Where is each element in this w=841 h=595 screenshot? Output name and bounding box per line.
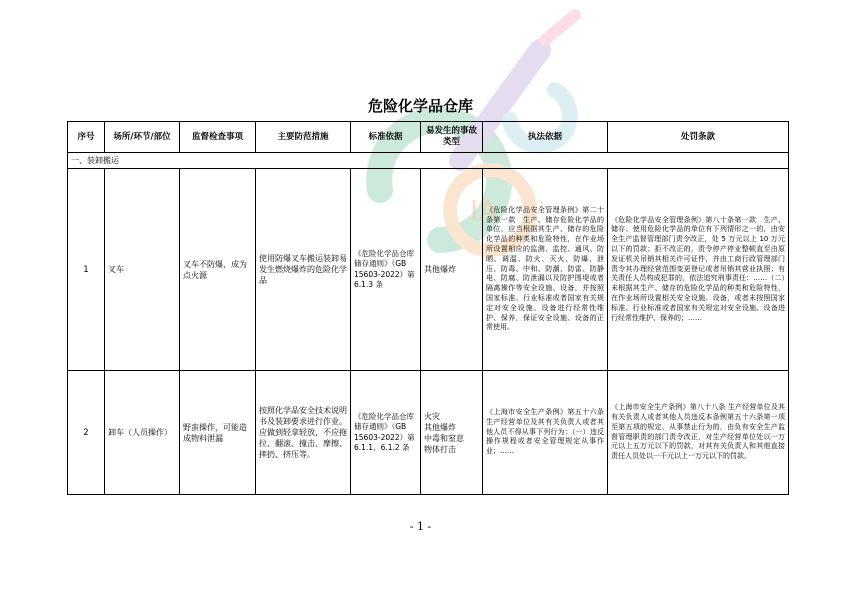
- cell-accident: 其他爆炸: [421, 169, 483, 371]
- header-standard: 标准依据: [351, 122, 421, 153]
- cell-item: 叉车不防爆，成为点火源: [180, 169, 256, 371]
- table-row: [68, 371, 789, 495]
- cell-item: 野蛮操作，可能造成物料泄漏: [180, 371, 256, 495]
- header-place: 场所/环节/部位: [105, 122, 180, 153]
- page-title: 危险化学品仓库: [367, 97, 473, 115]
- cell-measure: 使用防爆叉车搬运装卸易发生燃烧爆炸的危险化学品: [256, 169, 351, 371]
- cell-standard: 《危险化学品仓库储存通则》（GB 15603-2022）第 6.1.3 条: [351, 169, 421, 371]
- hazard-table: [67, 121, 789, 495]
- header-accident: 易发生的事故类型: [421, 122, 483, 153]
- section-label: 一、装卸搬运: [68, 153, 789, 169]
- cell-law: 《上海市安全生产条例》第五十六条 生产经营单位及其有关负责人或者其他人员不得从事下列行为：（一）违反操作规程或者安全管理规定从事作业；……: [483, 371, 608, 495]
- header-penalty: 处罚条款: [608, 122, 789, 153]
- cell-place: 叉车: [105, 169, 180, 371]
- cell-no: 1: [68, 169, 105, 371]
- section-row: [68, 153, 789, 169]
- table-row: [68, 169, 789, 371]
- cell-no: 2: [68, 371, 105, 495]
- cell-standard: 《危险化学品仓库储存通则》（GB 15603-2022）第 6.1.1、6.1.2 条: [351, 371, 421, 495]
- header-law: 执法依据: [483, 122, 608, 153]
- watermark-seal-text: IA: [470, 194, 498, 227]
- table-header-row: [68, 122, 789, 153]
- cell-law: 《危险化学品安全管理条例》第二十条第一款 生产、储存危险化学品的单位，应当根据其生产、储存的危险化学品的种类和危险特性，在作业场所设置相应的监测、监控、通风、防晒、调温、防火、灭火、防爆、泄压、防毒、中和、防潮、防雷、防静电、防腐、防泄漏以及防护围堤或者隔离操作等安全设施、设备，并按照国家标准、行业标准或者国家有关规定对安全设施、设备进行经常性维护、保养，保证安全设施、设备的正常使用。: [483, 169, 608, 371]
- header-no: 序号: [68, 122, 105, 153]
- cell-penalty: 《危险化学品安全管理条例》第八十条第一款 生产、储存、使用危险化学品的单位有下列情形之一的，由安全生产监督管理部门责令改正，处 5 万元以上 10 万元以下的罚款；拒不改正的，责令停产停业整顿直至由原发证机关吊销其相关许可证件，并由工商行政管理部门责令其办理经营范围变更登记或者吊销其营业执照；有关责任人员构成犯罪的，依法追究刑事责任：……（二）未根据其生产、储存的危险化学品的种类和危险特性，在作业场所设置相关安全设施、设备，或者未按照国家标准、行业标准或者国家有关规定对安全设施、设备进行经常性维护、保养的；……: [608, 169, 789, 371]
- cell-place: 卸车（人员操作）: [105, 371, 180, 495]
- header-measure: 主要防范措施: [256, 122, 351, 153]
- cell-accident: 火灾 其他爆炸 中毒和窒息 物体打击: [421, 371, 483, 495]
- cell-penalty: 《上海市安全生产条例》第八十八条 生产经营单位及其有关负责人或者其他人员违反本条例第五十六条第一项至第五项的规定，从事禁止行为的，由负有安全生产监督管理职责的部门责令改正，对生产经营单位处以一万元以上五万元以下的罚款，对其有关负责人和其他直接责任人员处以一千元以上一万元以下的罚款。: [608, 371, 789, 495]
- cell-measure: 按照化学品安全技术说明书及装卸要求进行作业。应做到轻拿轻放，不应拖拉、翻滚、撞击、摩擦、摔扔、挤压等。: [256, 371, 351, 495]
- header-item: 监督检查事项: [180, 122, 256, 153]
- page-number: - 1 -: [409, 520, 432, 533]
